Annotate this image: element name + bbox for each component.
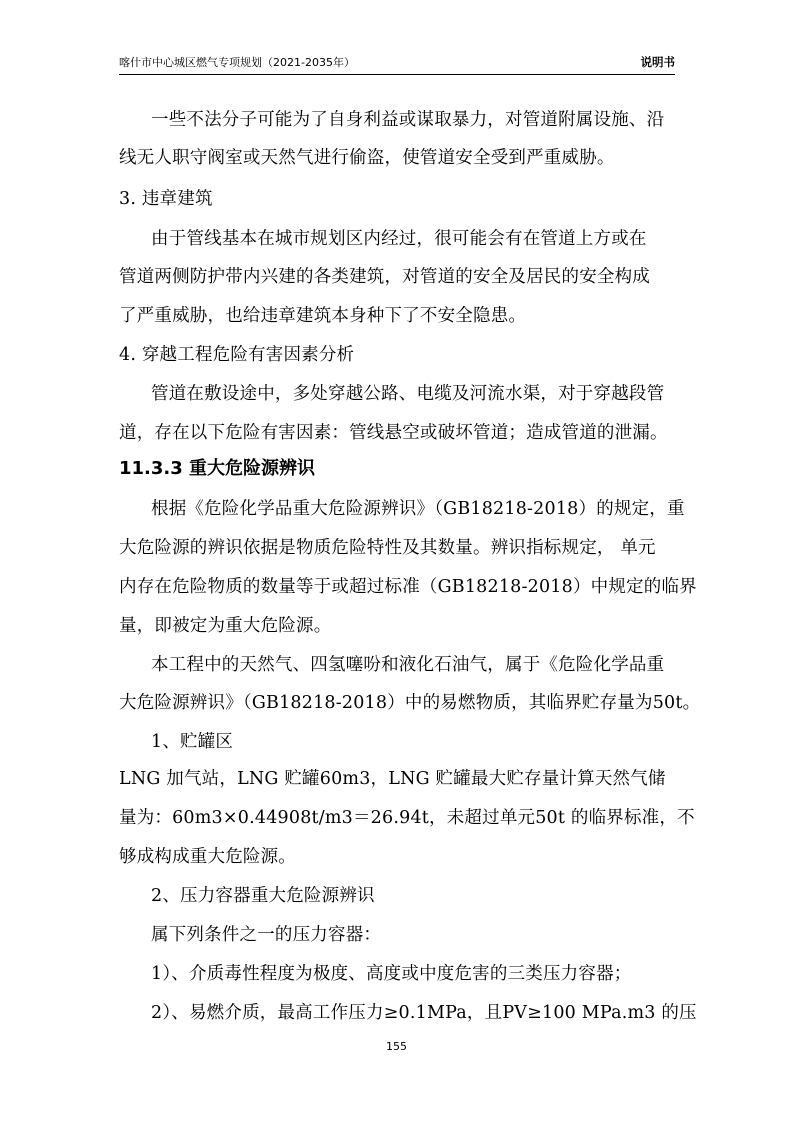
paragraph-line: 线无人职守阀室或天然气进行偷盗，使管道安全受到严重威胁。 [119, 148, 615, 168]
paragraph-line: 量，即被定为重大危险源。 [119, 616, 332, 636]
paragraph-line: 管道在敷设途中，多处穿越公路、电缆及河流水渠，对于穿越段管 [151, 384, 665, 404]
paragraph-line: 根据《危险化学品重大危险源辨识》（GB18218-2018）的规定，重 [151, 499, 685, 519]
paragraph-line: 大危险源辨识》（GB18218-2018）中的易燃物质，其临界贮存量为50t。 [119, 693, 701, 713]
list-item: 2）、易燃介质，最高工作压力≥0.1MPa，且PV≥100 MPa.m3 的压 [151, 1003, 697, 1023]
paragraph-line: 大危险源的辨识依据是物质危险特性及其数量。辨识指标规定， 单元 [119, 538, 656, 558]
header-title: 喀什市中心城区燃气专项规划（2021-2035年） [119, 56, 355, 69]
paragraph-line: 一些不法分子可能为了自身利益或谋取暴力，对管道附属设施、沿 [151, 110, 665, 130]
paragraph-line: 由于管线基本在城市规划区内经过，很可能会有在管道上方或在 [151, 229, 647, 249]
paragraph-line: 了严重威胁，也给违章建筑本身种下了不安全隐患。 [119, 306, 527, 326]
paragraph-line: 够成构成重大危险源。 [119, 847, 296, 867]
paragraph-line: 内存在危险物质的数量等于或超过标准（GB18218-2018）中规定的临界 [119, 577, 697, 597]
paragraph-line: 本工程中的天然气、四氢噻吩和液化石油气，属于《危险化学品重 [151, 655, 665, 675]
page-header [119, 50, 675, 75]
paragraph-line: 管道两侧防护带内兴建的各类建筑，对管道的安全及居民的安全构成 [119, 267, 650, 287]
paragraph-line: 量为：60m3×0.44908t/m3＝26.94t，未超过单元50t 的临界标准，不 [119, 808, 695, 828]
page-number: 155 [386, 1040, 407, 1053]
section-heading: 11.3.3 重大危险源辨识 [119, 458, 316, 479]
list-item: 1）、介质毒性程度为极度、高度或中度危害的三类压力容器； [151, 964, 632, 984]
paragraph-line: 属下列条件之一的压力容器： [151, 925, 382, 945]
paragraph-line: LNG 加气站，LNG 贮罐60m3，LNG 贮罐最大贮存量计算天然气储 [119, 769, 666, 789]
paragraph-line: 道，存在以下危险有害因素：管线悬空或破坏管道；造成管道的泄漏。 [119, 423, 668, 443]
list-label: 1、贮罐区 [151, 732, 234, 752]
section-label: 3. 违章建筑 [119, 189, 213, 209]
header-doc-type: 说明书 [640, 55, 675, 69]
list-label: 2、压力容器重大危险源辨识 [151, 886, 375, 906]
section-label: 4. 穿越工程危险有害因素分析 [119, 345, 355, 365]
